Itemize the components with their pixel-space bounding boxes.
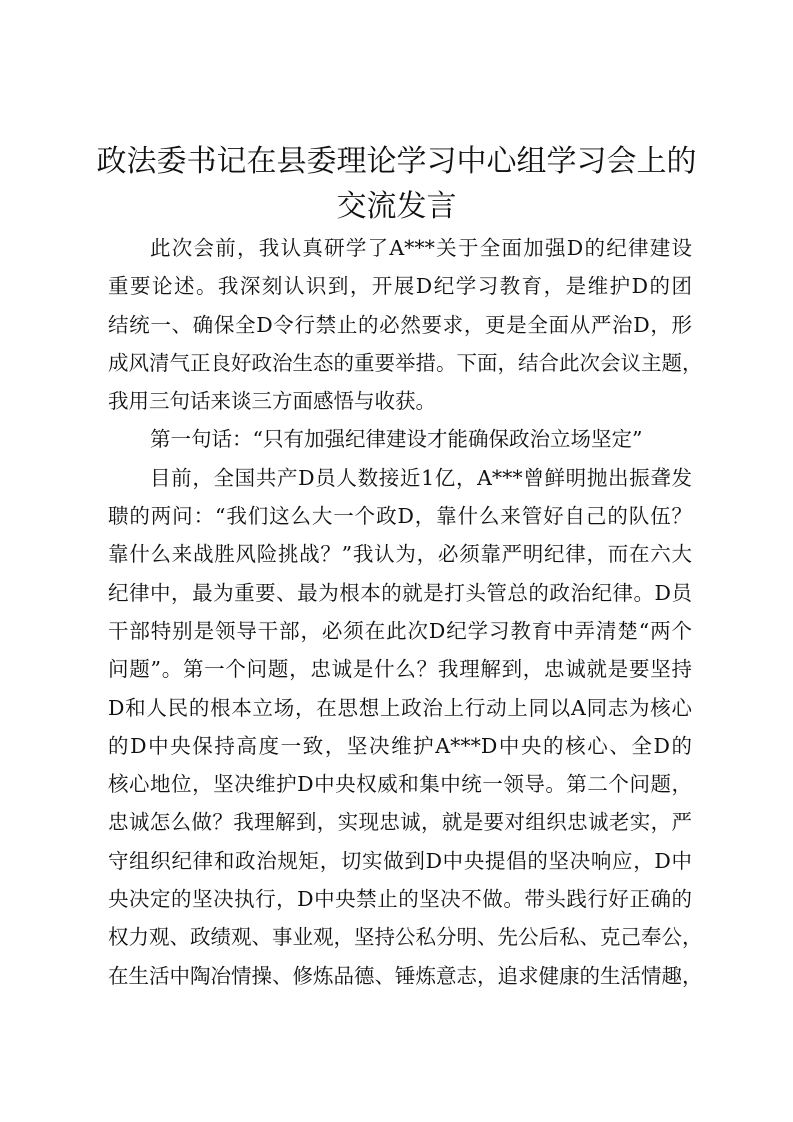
text-line: 此次会前，我认真研学了A***关于全面加强D的纪律建设 [150,236,692,260]
text-line: 权力观、政绩观、事业观，坚持公私分明、先公后私、克己奉公， [108,925,703,950]
text-line: 结统一、确保全D令行禁止的必然要求，更是全面从严治D，形 [108,312,692,337]
text-line: 重要论述。我深刻认识到，开展D纪学习教育，是维护D的团 [108,274,692,299]
text-line: 成风清气正良好政治生态的重要举措。下面，结合此次会议主题， [108,350,703,375]
text-line: 纪律中，最为重要、最为根本的就是打头管总的政治纪律。D员 [108,580,692,605]
text-line: 忠诚怎么做？我理解到，实现忠诚，就是要对组织忠诚老实，严 [108,810,692,835]
text-line: 我用三句话来谈三方面感悟与收获。 [108,389,436,414]
text-line: 在生活中陶冶情操、修炼品德、锤炼意志，追求健康的生活情趣， [108,963,703,988]
text-line: D和人民的根本立场，在思想上政治上行动上同以A同志为核心 [108,695,692,720]
section-heading [108,420,692,458]
text-line: 的D中央保持高度一致，坚决维护A***D中央的核心、全D的 [108,733,692,758]
document-body [108,229,703,995]
paragraph-section-1 [108,459,703,995]
text-line: 问题”。第一个问题，忠诚是什么？我理解到，忠诚就是要坚持 [108,657,692,682]
text-line: 目前，全国共产D员人数接近1亿，A***曾鲜明抛出振聋发 [150,465,692,490]
text-line: 靠什么来战胜风险挑战？”我认为，必须靠严明纪律，而在六大 [108,542,692,567]
title-line: 交流发言 [336,189,457,224]
paragraph-intro [108,229,703,420]
document-title [0,139,793,229]
text-line: 央决定的坚决执行，D中央禁止的坚决不做。带头践行好正确的 [108,887,692,912]
text-line: 核心地位，坚决维护D中央权威和集中统一领导。第二个问题， [108,772,692,797]
text-line: 第一句话：“只有加强纪律建设才能确保政治立场坚定” [150,427,643,452]
text-line: 聩的两问：“我们这么大一个政D，靠什么来管好自己的队伍？ [108,504,692,529]
title-line: 政法委书记在县委理论学习中心组学习会上的 [96,144,697,179]
text-line: 守组织纪律和政治规矩，切实做到D中央提倡的坚决响应，D中 [108,848,692,873]
text-line: 干部特别是领导干部，必须在此次D纪学习教育中弄清楚“两个 [108,618,692,643]
